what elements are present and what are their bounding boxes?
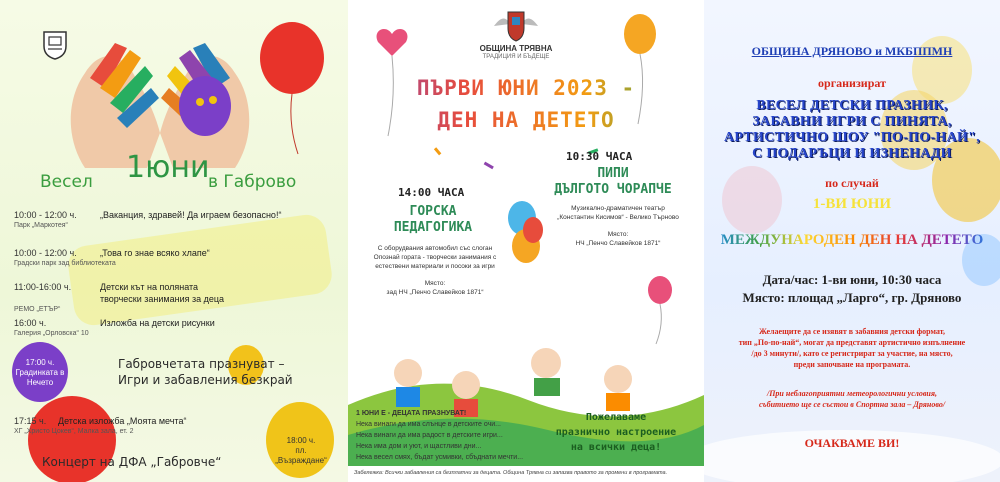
slot-b-details	[352, 244, 518, 297]
weather-line: /При неблагоприятни метеорологични условия,	[766, 389, 937, 398]
organize-verb: организират	[818, 76, 886, 90]
balloon-label-purple	[14, 358, 66, 388]
event-line: С ПОДАРЪЦИ И ИЗНЕНАДИ	[752, 146, 952, 161]
event-title: Изложба на детски рисунки	[100, 318, 215, 328]
heading-line1: ПЪРВИ ЮНИ 2023 -	[348, 76, 704, 100]
event-title: „Ваканция, здравей! Да играем безопасно!“	[100, 210, 282, 220]
occasion: по случай	[825, 176, 879, 190]
tryavna-poster	[348, 0, 704, 482]
gabrovo-poster	[0, 0, 348, 482]
slot-b-time: 14:00 ЧАСА	[398, 186, 465, 199]
weather-line: събитието ще се състои в Спортна зала – Дряново/	[758, 400, 946, 409]
event-time: 10:00 - 12:00 ч.	[14, 210, 77, 220]
poster-title	[40, 150, 330, 200]
footnote: Забележка: Всички забавления са безплатни за децата. Община Трявна си запазва правото за промени в програмата.	[348, 466, 704, 482]
info-line: Желаещите да се изявят в забавния детски формат,	[759, 327, 945, 336]
poem-line: Нека весел смях, бъдат усмивки, сбъднати мечти...	[356, 454, 524, 461]
balloon-label-yellow	[270, 436, 332, 466]
slot-title-line: ДЪЛГОТО ЧОРАПЧЕ	[554, 182, 672, 197]
tryavna-crest-icon	[486, 8, 546, 44]
event-place: РЕМО „ЕТЪР“	[14, 306, 61, 313]
slot-detail-line: С оборудвания автомобил със слоган	[377, 245, 493, 252]
event-time: 17:15 ч.	[14, 416, 47, 426]
poem-line: Нека има дом и уют, и щастливи дни...	[356, 443, 482, 450]
event-line: ВЕСЕЛ ДЕТСКИ ПРАЗНИК,	[756, 98, 948, 113]
slot-b-title	[358, 204, 508, 236]
balloon-place: Нечето	[26, 378, 54, 387]
info-block	[712, 326, 992, 370]
datetime: Дата/час: 1-ви юни, 10:30 часа	[762, 272, 942, 287]
slot-a-details	[538, 204, 698, 248]
slot-detail-line: Опознай гората - творчески занимания с	[373, 254, 497, 261]
info-line: преди започване на програмата.	[793, 360, 911, 369]
closing: ОЧАКВАМЕ ВИ!	[804, 436, 900, 450]
poem-line: Нека винаги да има радост в детските игри...	[356, 432, 503, 439]
event-place: Парк „Маркотея“	[14, 222, 68, 229]
slot-detail-line: „Константин Кисимов“ - Велико Търново	[557, 214, 679, 221]
gabrovo-crest-icon	[42, 30, 68, 60]
slot-a-time: 10:30 ЧАСА	[566, 150, 633, 163]
slot-place: зад НЧ „Пенчо Славейков 1871“	[386, 289, 484, 296]
date-title: 1-ВИ ЮНИ	[812, 196, 892, 212]
event-time: 11:00-16:00 ч.	[14, 282, 72, 292]
dryanovo-poster	[704, 0, 1000, 482]
wish-line: празнично настроение	[555, 427, 677, 438]
poem-title: 1 ЮНИ Е - ДЕЦАТА ПРАЗНУВАТ!	[356, 410, 467, 417]
balloon-place: пл. „Възраждане“	[275, 446, 327, 465]
event-title: Детска изложба „Моята мечта“	[58, 416, 187, 426]
info-line: /до 3 минути/, като се регистрират за участие, на място,	[751, 349, 953, 358]
event-place: Галерия „Орловска“ 10	[14, 330, 89, 337]
event-line: АРТИСТИЧНО ШОУ "ПО-ПО-НАЙ",	[723, 130, 981, 145]
heading-line2: ДЕН НА ДЕТЕТО	[348, 108, 704, 132]
slot-title-line: ПЕДАГОГИКА	[393, 220, 473, 235]
title-date: 1юни	[126, 150, 210, 185]
event-line: ЗАБАВНИ ИГРИ С ПИНЯТА,	[752, 114, 952, 129]
slot-title-line: ГОРСКА	[409, 204, 457, 219]
place: Място: площад „Ларго“, гр. Дряново	[742, 290, 962, 305]
weather-block	[712, 388, 992, 410]
wish-block	[536, 410, 696, 455]
event-place: ХГ „Христо Цокев“, Малка зала, ет. 2	[14, 428, 134, 435]
big-event-line: Габровчетата празнуват –	[118, 357, 285, 371]
event-time: 16:00 ч.	[14, 318, 47, 328]
slot-a-title	[528, 166, 698, 198]
event-time: 10:00 - 12:00 ч.	[14, 248, 77, 258]
poem-line: Нека винаги да има слънце в детските очи...	[356, 421, 501, 428]
slot-place-label: Място:	[607, 231, 629, 238]
municipality-motto: ТРАДИЦИЯ И БЪДЕЩЕ	[482, 54, 550, 60]
poem-block	[356, 408, 536, 463]
event-title: Детски кът на поляната	[100, 282, 199, 292]
title-word-vesel: Весел	[40, 172, 93, 192]
title-city: в Габрово	[208, 172, 297, 192]
concert-text: Концерт на ДФА „Габровче“	[42, 455, 222, 469]
balloon-place: Градинката в	[15, 368, 65, 377]
day-title: МЕЖДУНАРОДЕН ДЕН НА ДЕТЕТО	[712, 232, 992, 249]
big-event-line: Игри и забавления безкрай	[118, 373, 293, 387]
event-title-line2: творчески занимания за деца	[100, 294, 225, 304]
slot-detail-line: естествени материали и посоки за игри	[375, 263, 495, 270]
event-title: „Това го знае всяко хлапе“	[100, 248, 210, 258]
event-place: Градски парк зад библиотеката	[14, 260, 116, 267]
wish-line: Пожелаваме	[585, 412, 647, 423]
big-event-text	[118, 356, 293, 388]
info-line: тип „По-по-най“, могат да представят артистично изпълнение	[738, 338, 966, 347]
slot-place-label: Място:	[424, 280, 446, 287]
slot-detail-line: Музикално-драматичен театър	[571, 205, 665, 212]
balloon-time: 18:00 ч.	[286, 436, 316, 445]
municipality-name: ОБЩИНА ТРЯВНА	[479, 44, 553, 53]
balloon-time: 17:00 ч.	[25, 358, 55, 367]
wish-line: на всички деца!	[570, 442, 662, 453]
organizers: ОБЩИНА ДРЯНОВО и МКБППМН	[751, 44, 953, 58]
slot-place: НЧ „Пенчо Славейков 1871“	[575, 240, 661, 247]
slot-title-line: ПИПИ	[597, 166, 629, 181]
